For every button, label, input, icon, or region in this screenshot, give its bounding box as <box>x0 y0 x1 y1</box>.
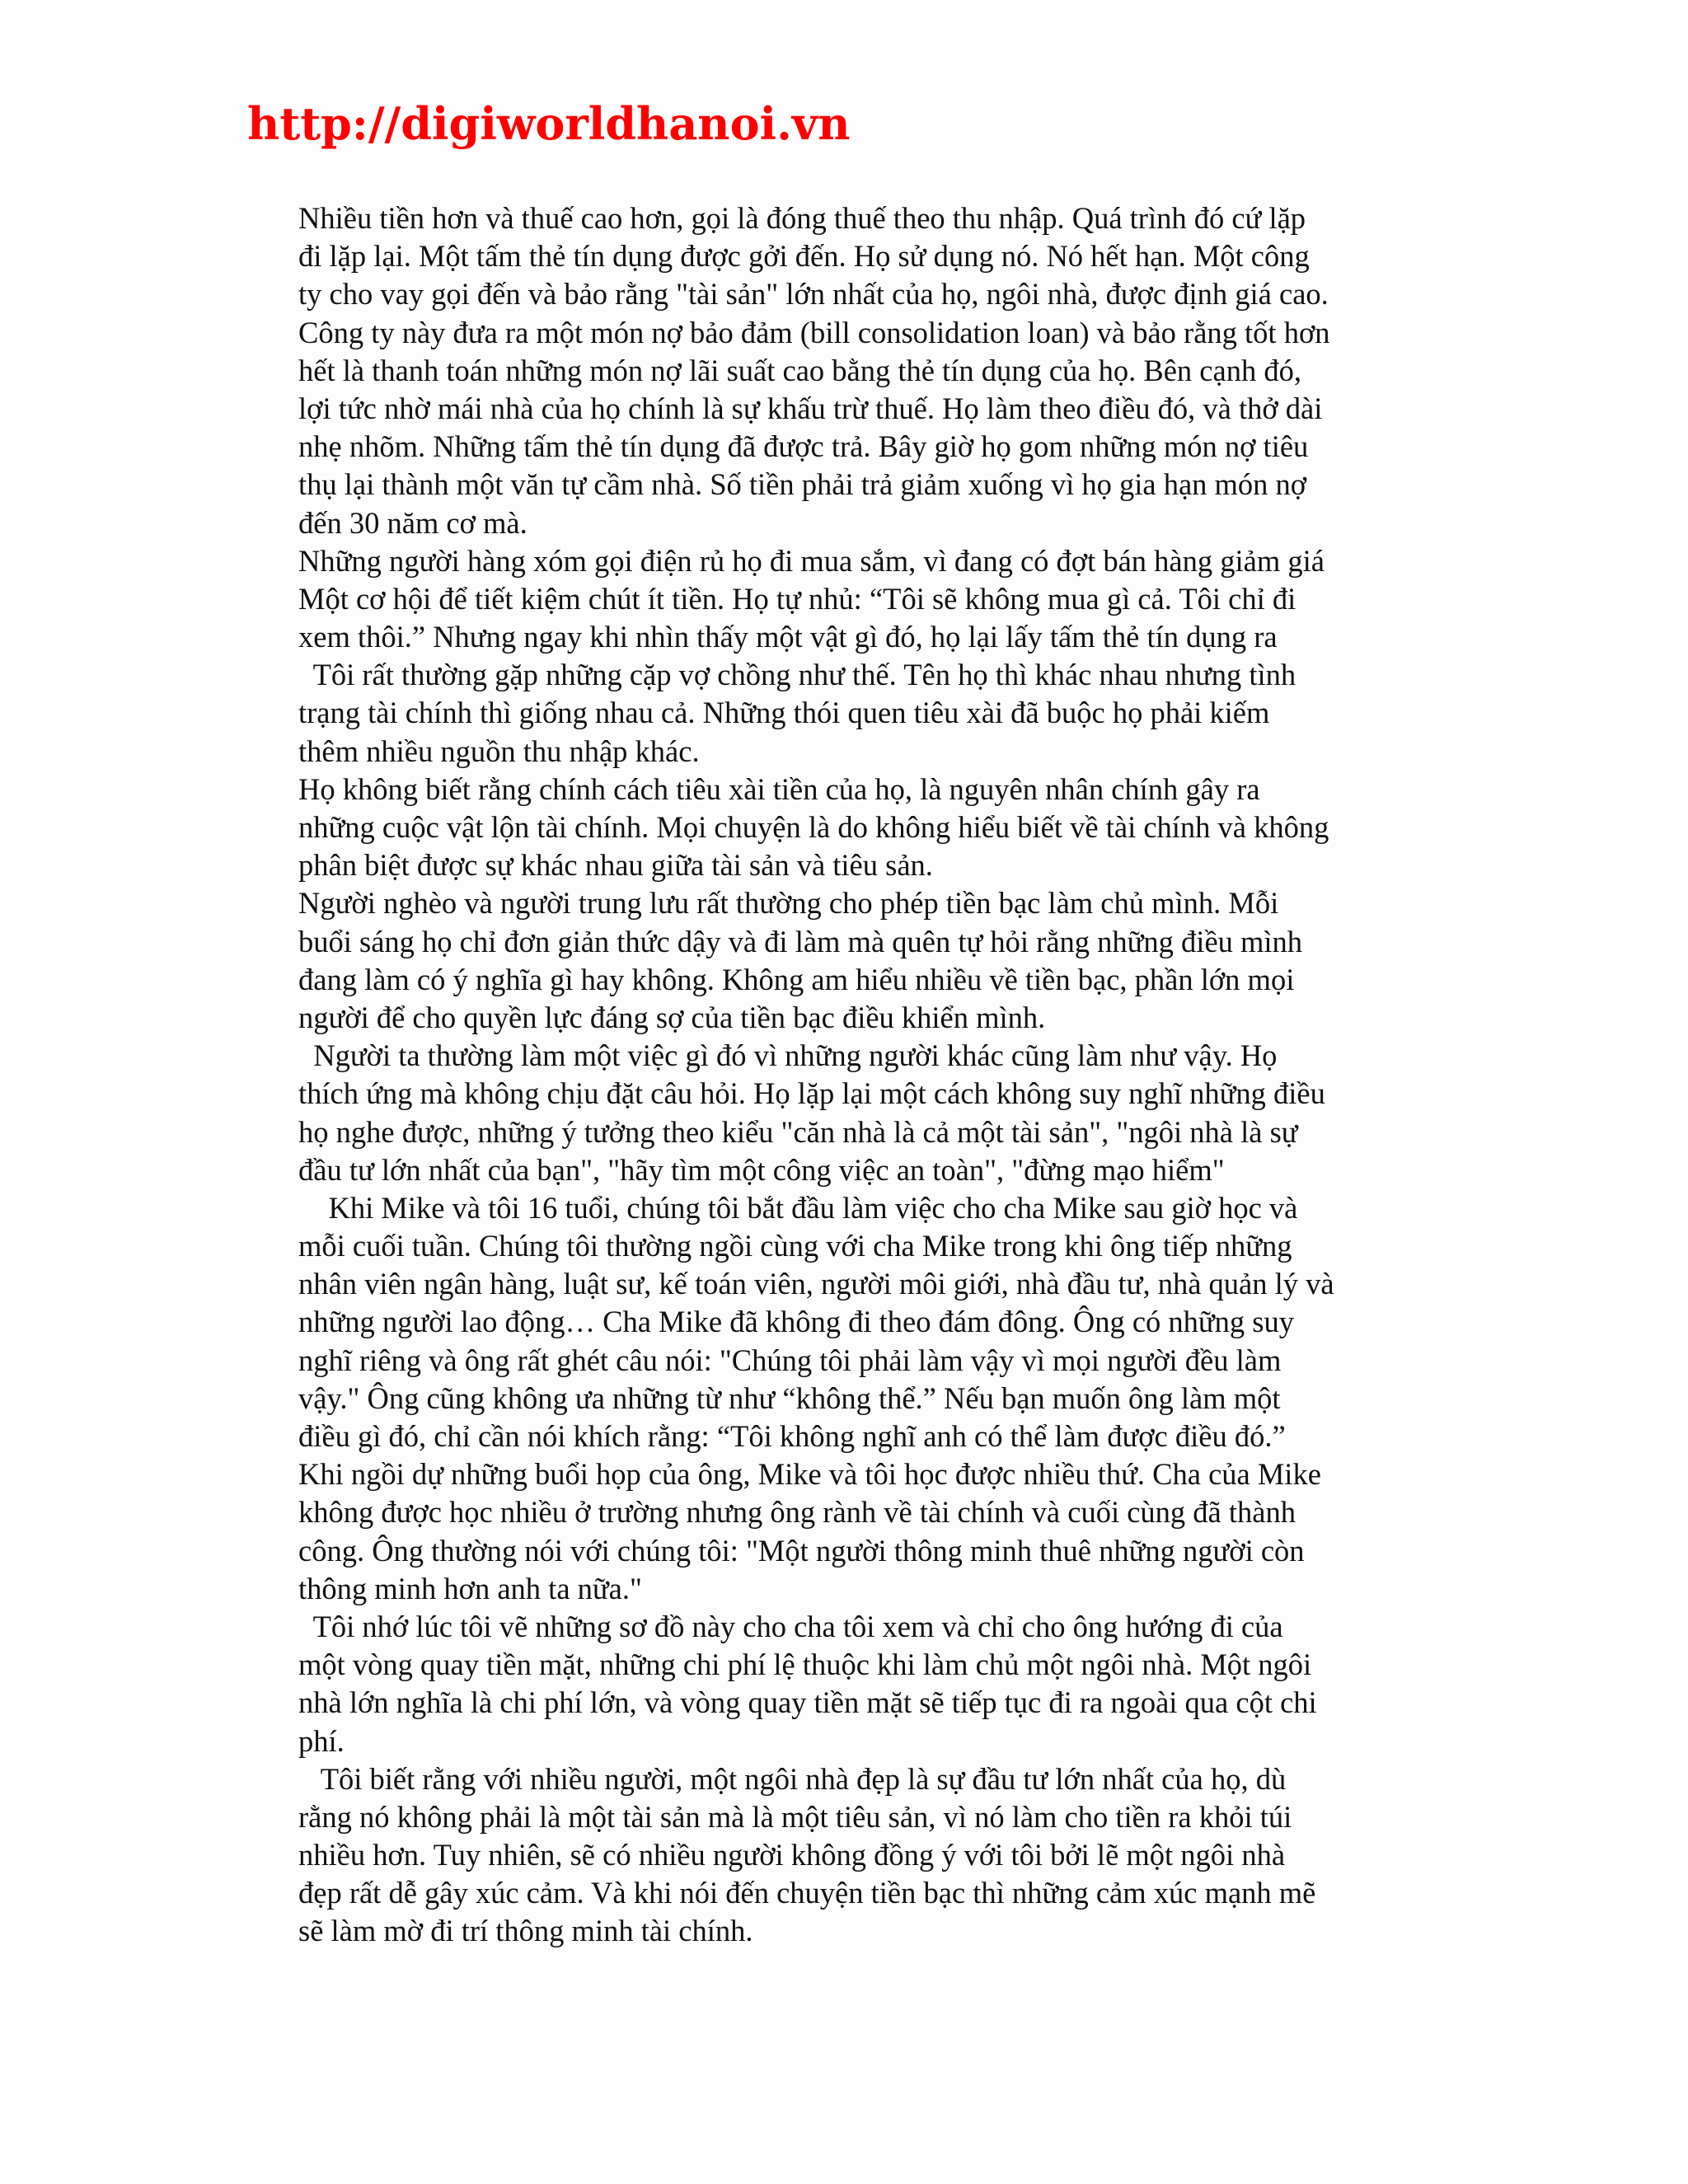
text-line: phân biệt được sự khác nhau giữa tài sản và tiêu sản. <box>298 848 933 883</box>
body-text <box>298 199 1452 1951</box>
text-line: mỗi cuối tuần. Chúng tôi thường ngồi cùng với cha Mike trong khi ông tiếp những <box>298 1229 1292 1263</box>
text-line: nhân viên ngân hàng, luật sư, kế toán viên, người môi giới, nhà đầu tư, nhà quản lý và <box>298 1267 1334 1301</box>
text-line: Tôi nhớ lúc tôi vẽ những sơ đồ này cho cha tôi xem và chỉ cho ông hướng đi của <box>298 1609 1283 1643</box>
text-line: trạng tài chính thì giống nhau cả. Những thói quen tiêu xài đã buộc họ phải kiếm <box>298 696 1270 730</box>
text-line: rằng nó không phải là một tài sản mà là một tiêu sản, vì nó làm cho tiền ra khỏi túi <box>298 1799 1292 1834</box>
text-line: xem thôi.” Nhưng ngay khi nhìn thấy một vật gì đó, họ lại lấy tấm thẻ tín dụng ra <box>298 620 1278 654</box>
text-line: ty cho vay gọi đến và bảo rằng "tài sản" lớn nhất của họ, ngôi nhà, được định giá cao. <box>298 277 1329 312</box>
text-line: họ nghe được, những ý tưởng theo kiểu "căn nhà là cả một tài sản", "ngôi nhà là sự <box>298 1114 1298 1149</box>
text-line: Khi ngồi dự những buổi họp của ông, Mike và tôi học được nhiều thứ. Cha của Mike <box>298 1457 1321 1492</box>
text-line: điều gì đó, chỉ cần nói khích rằng: “Tôi không nghĩ anh có thể làm được điều đó.” <box>298 1419 1286 1453</box>
text-line: đẹp rất dễ gây xúc cảm. Và khi nói đến chuyện tiền bạc thì những cảm xúc mạnh mẽ <box>298 1876 1316 1910</box>
text-line: đến 30 năm cơ mà. <box>298 505 528 540</box>
text-line: Họ không biết rằng chính cách tiêu xài tiền của họ, là nguyên nhân chính gây ra <box>298 771 1260 806</box>
text-line: một vòng quay tiền mặt, những chi phí lệ thuộc khi làm chủ một ngôi nhà. Một ngôi <box>298 1647 1312 1682</box>
text-line: thêm nhiều nguồn thu nhập khác. <box>298 733 700 768</box>
text-line: sẽ làm mờ đi trí thông minh tài chính. <box>298 1914 753 1948</box>
text-line: Tôi rất thường gặp những cặp vợ chồng như thế. Tên họ thì khác nhau nhưng tình <box>298 658 1296 692</box>
text-line: Một cơ hội để tiết kiệm chút ít tiền. Họ tự nhủ: “Tôi sẽ không mua gì cả. Tôi chỉ đi <box>298 581 1296 616</box>
text-line: những cuộc vật lộn tài chính. Mọi chuyện là do không hiểu biết về tài chính và không <box>298 810 1329 844</box>
text-line: đầu tư lớn nhất của bạn", "hãy tìm một công việc an toàn", "đừng mạo hiểm" <box>298 1152 1225 1187</box>
header-url[interactable]: http://digiworldhanoi.vn <box>247 97 851 150</box>
text-line: Tôi biết rằng với nhiều người, một ngôi nhà đẹp là sự đầu tư lớn nhất của họ, dù <box>298 1761 1287 1796</box>
text-line: vậy." Ông cũng không ưa những từ như “không thể.” Nếu bạn muốn ông làm một <box>298 1380 1281 1415</box>
text-line: hết là thanh toán những món nợ lãi suất cao bằng thẻ tín dụng của họ. Bên cạnh đó, <box>298 353 1301 387</box>
text-line: Khi Mike và tôi 16 tuổi, chúng tôi bắt đầu làm việc cho cha Mike sau giờ học và <box>298 1190 1298 1225</box>
text-line: nhiều hơn. Tuy nhiên, sẽ có nhiều người không đồng ý với tôi bởi lẽ một ngôi nhà <box>298 1838 1286 1872</box>
text-line: người để cho quyền lực đáng sợ của tiền bạc điều khiển mình. <box>298 1000 1046 1034</box>
text-line: phí. <box>298 1723 345 1758</box>
text-line: đi lặp lại. Một tấm thẻ tín dụng được gởi đến. Họ sử dụng nó. Nó hết hạn. Một công <box>298 239 1310 274</box>
text-line: Công ty này đưa ra một món nợ bảo đảm (bill consolidation loan) và bảo rằng tốt hơn <box>298 315 1330 349</box>
text-line: nghĩ riêng và ông rất ghét câu nói: "Chúng tôi phải làm vậy vì mọi người đều làm <box>298 1343 1282 1377</box>
text-line: buổi sáng họ chỉ đơn giản thức dậy và đi làm mà quên tự hỏi rằng những điều mình <box>298 924 1303 958</box>
text-line: Nhiều tiền hơn và thuế cao hơn, gọi là đóng thuế theo thu nhập. Quá trình đó cứ lặp <box>298 201 1306 235</box>
text-line: nhà lớn nghĩa là chi phí lớn, và vòng quay tiền mặt sẽ tiếp tục đi ra ngoài qua cột chi <box>298 1685 1317 1720</box>
text-line: những người lao động… Cha Mike đã không đi theo đám đông. Ông có những suy <box>298 1305 1295 1339</box>
text-line: công. Ông thường nói với chúng tôi: "Một người thông minh thuê những người còn <box>298 1533 1305 1568</box>
text-line: thích ứng mà không chịu đặt câu hỏi. Họ lặp lại một cách không suy nghĩ những điều <box>298 1076 1325 1111</box>
text-line: đang làm có ý nghĩa gì hay không. Không am hiểu nhiều về tiền bạc, phần lớn mọi <box>298 962 1295 996</box>
text-line: thông minh hơn anh ta nữa." <box>298 1571 642 1605</box>
text-line: Người ta thường làm một việc gì đó vì những người khác cũng làm như vậy. Họ <box>298 1038 1278 1073</box>
text-line: nhẹ nhõm. Những tấm thẻ tín dụng đã được trả. Bây giờ họ gom những món nợ tiêu <box>298 429 1309 464</box>
text-line: thụ lại thành một văn tự cầm nhà. Số tiền phải trả giảm xuống vì họ gia hạn món nợ <box>298 467 1307 502</box>
text-line: không được học nhiều ở trường nhưng ông rành về tài chính và cuối cùng đã thành <box>298 1495 1296 1530</box>
text-line: Người nghèo và người trung lưu rất thường cho phép tiền bạc làm chủ mình. Mỗi <box>298 886 1279 921</box>
text-line: lợi tức nhờ mái nhà của họ chính là sự khấu trừ thuế. Họ làm theo điều đó, và thở dài <box>298 391 1323 425</box>
text-line: Những người hàng xóm gọi điện rủ họ đi mua sắm, vì đang có đợt bán hàng giảm giá <box>298 543 1325 578</box>
